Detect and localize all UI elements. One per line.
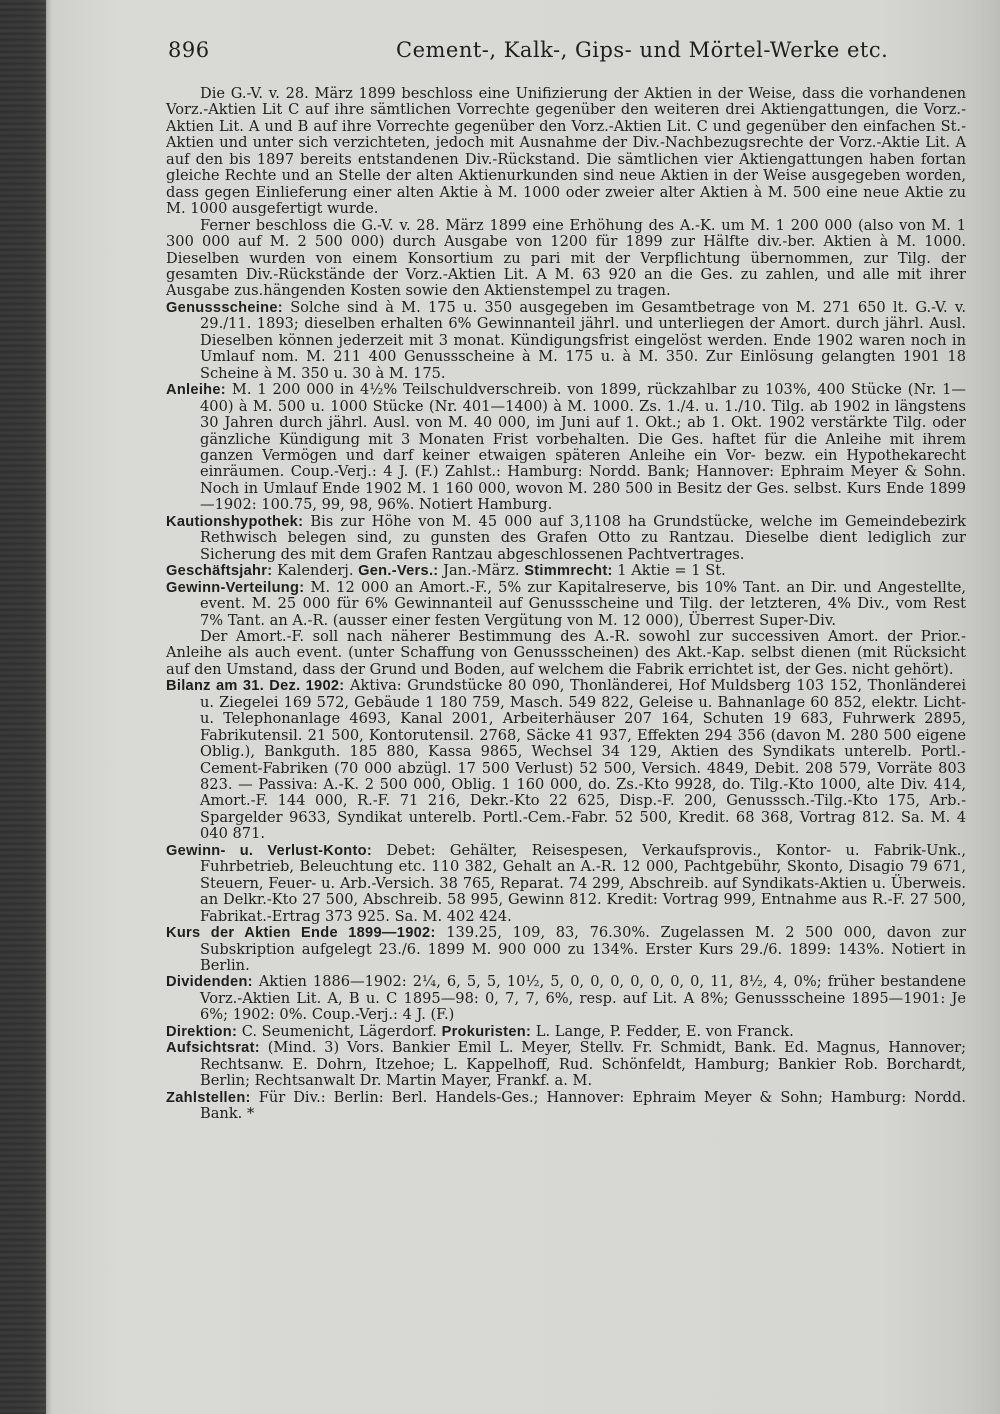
paragraph-amortisation (166, 629, 966, 678)
section-text: Bis zur Höhe von M. 45 000 auf 3,1108 ha Grundstücke, welche im Gemeindebezirk Rethwisch belegen sind, zu gunsten des Grafen Otto zu Rantzau. Dieselbe dient lediglich zur Sicherung des mit dem Grafen Rantzau abgeschlossenen Pachtvertrages. (200, 512, 966, 563)
section-heading: Zahlstellen: (166, 1089, 251, 1106)
section-text: C. Seumenicht, Lägerdorf. (237, 1022, 442, 1040)
section-bilanz (166, 678, 966, 843)
paragraph-text: Ferner beschloss die G.-V. v. 28. März 1899 eine Erhöhung des A.-K. um M. 1 200 000 (also von M. 1 300 000 auf M. 2 500 000) durch Ausgabe von 1200 für 1899 zur Hälfte div.-ber. Aktien à M. 1000. Dieselben wurden von einem Konsortium zu pari mit der Verpflichtung übernommen, zur Tilg. der gesamten Div.-Rückstände der Vorz.-Aktien Lit. A M. 63 920 an die Ges. zu zahlen, und alle mit ihrer Ausgabe zus.hängenden Kosten sowie den Aktienstempel zu tragen. (166, 216, 966, 300)
section-text: Für Div.: Berlin: Berl. Handels-Ges.; Hannover: Ephraim Meyer & Sohn; Hamburg: Nordd. Bank. * (200, 1088, 966, 1123)
section-text: Aktien 1886—1902: 2¼, 6, 5, 5, 10½, 5, 0, 0, 0, 0, 0, 0, 0, 11, 8½, 4, 0%; früher bestandene Vorz.-Aktien Lit. A, B u. C 1895—98: 0, 7, 7, 6%, resp. auf Lit. A 8%; Genussscheine 1895—1901: Je 6%; 1902: 0%. Coup.-Verj.: 4 J. (F.) (200, 973, 966, 1024)
section-heading: Gen.-Vers.: (358, 563, 439, 580)
book-binding-shadow (0, 0, 46, 1414)
paragraph-capital-increase (166, 218, 966, 300)
page-number: 896 (168, 38, 210, 62)
paragraph-unification (166, 86, 966, 218)
section-text: 139.25, 109, 83, 76.30%. Zugelassen M. 2 500 000, davon zur Subskription aufgelegt 23./6. 1899 M. 900 000 zu 134%. Erster Kurs 29./6. 1899: 143%. Notiert in Berlin. (200, 924, 966, 975)
page-header (168, 38, 889, 68)
section-heading: Prokuristen: (441, 1023, 532, 1040)
section-heading: Gewinn-Verteilung: (166, 579, 305, 596)
section-heading: Geschäftsjahr: (166, 563, 273, 580)
section-direktion (166, 1024, 966, 1040)
section-text: Jan.-März. (438, 562, 525, 580)
section-heading: Gewinn- u. Verlust-Konto: (166, 842, 373, 859)
section-text: Solche sind à M. 175 u. 350 ausgegeben im Gesamtbetrage von M. 271 650 lt. G.-V. v. 29./11. 1893; dieselben erhalten 6% Gewinnanteil jährl. und unterliegen der Amort. durch jährl. Ausl. Dieselben können jederzeit mit 3 monat. Kündigungsfrist eingelöst werden. Ende 1902 waren noch in Umlauf nom. M. 211 400 Genussscheine à M. 175 u. à M. 350. Zur Einlösung gelangten 1901 18 Scheine à M. 350 u. 30 à M. 175. (200, 298, 966, 382)
section-heading: Direktion: (166, 1023, 238, 1040)
section-geschaeftsjahr (166, 563, 966, 579)
paragraph-text: Der Amort.-F. soll nach näherer Bestimmung des A.-R. sowohl zur successiven Amort. der Prior.-Anleihe als auch event. (unter Schaffung von Genussscheinen) des Akt.-Kap. selbst dienen (mit Rücksicht auf den Umstand, dass der Grund und Boden, auf welchem die Fabrik errichtet ist, der Ges. nicht gehört). (166, 627, 966, 678)
section-heading: Anleihe: (166, 382, 226, 399)
section-heading: Genussscheine: (166, 299, 283, 316)
section-kurs (166, 925, 966, 974)
section-anleihe (166, 382, 966, 514)
section-text: Aktiva: Grundstücke 80 090, Thonländerei, Hof Muldsberg 103 152, Thonländerei u. Ziegelei 169 572, Gebäude 1 180 759, Masch. 549 822, Geleise u. Bahnanlage 60 852, elektr. Licht- u. Telephonanlage 4693, Kanal 2001, Arbeiterhäuser 207 164, Schuten 19 683, Fuhrwerk 2895, Fabrikutensil. 21 500, Kontorutensil. 2768, Säcke 41 937, Effekten 294 356 (davon M. 280 500 eigene Oblig.), Bankguth. 185 880, Kassa 9865, Wechsel 34 129, Aktien des Syndikats unterelb. Portl.-Cement-Fabriken (70 000 abzügl. 17 500 Verlust) 52 500, Versich. 4849, Debit. 208 579, Vorräte 803 823. — Passiva: A.-K. 2 500 000, Oblig. 1 160 000, do. Zs.-Kto 9928, do. Tilg.-Kto 1000, alte Div. 414, Amort.-F. 144 000, R.-F. 71 216, Dekr.-Kto 22 625, Disp.-F. 200, Genusssch.-Tilg.-Kto 175, Arb.-Spargelder 9633, Syndikat unterelb. Portl.-Cem.-Fabr. 52 500, Kredit. 68 368, Vortrag 812. Sa. M. 4 040 871. (200, 677, 966, 843)
section-heading: Kurs der Aktien Ende 1899—1902: (166, 925, 436, 942)
paragraph-text: Die G.-V. v. 28. März 1899 beschloss eine Unifizierung der Aktien in der Weise, dass die vorhandenen Vorz.-Aktien Lit C auf ihre sämtlichen Vorrechte gegenüber den weiteren drei Aktiengattungen, die Vorz.-Aktien Lit. A und B auf ihre Vorrechte gegenüber den Vorz.-Aktien Lit. C und gegenüber den einfachen St.-Aktien und unter sich verzichteten, jedoch mit Ausnahme der Div.-Nachbezugsrechte der Vorz.-Aktie Lit. A auf den bis 1897 bereits entstandenen Div.-Rückstand. Die sämtlichen vier Aktiengattungen haben fortan gleiche Rechte und an Stelle der alten Aktienurkunden sind neue Aktien in der Weise ausgegeben worden, dass gegen Einlieferung einer alten Aktie à M. 1000 oder zweier alter Aktien à M. 500 eine neue Aktie zu M. 1000 ausgefertigt wurde. (166, 85, 966, 218)
section-genussscheine (166, 300, 966, 382)
section-heading: Stimmrecht: (524, 563, 613, 580)
section-dividenden (166, 974, 966, 1023)
section-aufsichtsrat (166, 1040, 966, 1089)
section-text: (Mind. 3) Vors. Bankier Emil L. Meyer, Stellv. Fr. Schmidt, Bank. Ed. Magnus, Hannover; Rechtsanw. E. Dohrn, Itzehoe; L. Kappelhoff, Rud. Schönfeldt, Hamburg; Bankier Rob. Borchardt, Berlin; Rechtsanwalt Dr. Martin Mayer, Frankf. a. M. (200, 1039, 966, 1090)
section-heading: Dividenden: (166, 974, 253, 991)
section-text: L. Lange, P. Fedder, E. von Franck. (531, 1022, 794, 1040)
section-text: M. 12 000 an Amort.-F., 5% zur Kapitalreserve, bis 10% Tant. an Dir. und Angestellte, event. M. 25 000 für 6% Gewinnanteil auf Genussscheine und Tilg. der letzteren, 4% Div., vom Rest 7% Tant. an A.-R. (ausser einer festen Vergütung von M. 12 000), Überrest Super-Div. (200, 578, 966, 629)
section-text: Debet: Gehälter, Reisespesen, Verkaufsprovis., Kontor- u. Fabrik-Unk., Fuhrbetrieb, Beleuchtung etc. 110 382, Gehalt an A.-R. 12 000, Pachtgebühr, Skonto, Disagio 79 671, Steuern, Feuer- u. Arb.-Versich. 38 765, Reparat. 74 299, Abschreib. auf Syndikats-Aktien u. Überweis. an Delkr.-Kto 27 500, Abschreib. 58 995, Gewinn 812. Kredit: Vortrag 999, Entnahme aus R.-F. 27 500, Fabrikat.-Ertrag 373 925. Sa. M. 402 424. (200, 841, 966, 925)
section-gewinn-verlust-konto (166, 843, 966, 925)
section-heading: Bilanz am 31. Dez. 1902: (166, 678, 345, 695)
section-text: M. 1 200 000 in 4½% Teilschuldverschreib. von 1899, rückzahlbar zu 103%, 400 Stücke (Nr. 1—400) à M. 500 u. 1000 Stücke (Nr. 401—1400) à M. 1000. Zs. 1./4. u. 1./10. Tilg. ab 1902 in längstens 30 Jahren durch jährl. Ausl. von M. 40 000, im Juni auf 1. Okt.; ab 1. Okt. 1902 verstärkte Tilg. oder gänzliche Kündigung mit 3 Monaten Frist vorbehalten. Die Ges. haftet für die Anleihe mit ihrem ganzen Vermögen und darf keiner etwaigen späteren Anleihe ein Vor- bezw. ein Hypothekarecht einräumen. Coup.-Verj.: 4 J. (F.) Zahlst.: Hamburg: Nordd. Bank; Hannover: Ephraim Meyer & Sohn. Noch in Umlauf Ende 1902 M. 1 160 000, wovon M. 280 500 in Besitz der Ges. selbst. Kurs Ende 1899—1902: 100.75, 99, 98, 96%. Notiert Hamburg. (200, 381, 966, 514)
page-body (166, 86, 966, 1123)
section-heading: Kautionshypothek: (166, 513, 304, 530)
section-kautionshypothek (166, 514, 966, 563)
section-zahlstellen (166, 1090, 966, 1123)
section-heading: Aufsichtsrat: (166, 1040, 260, 1057)
section-text: Kalenderj. (272, 562, 359, 580)
running-head: Cement-, Kalk-, Gips- und Mörtel-Werke etc. (396, 38, 889, 62)
section-gewinn-verteilung (166, 580, 966, 629)
section-text: 1 Aktie = 1 St. (612, 562, 726, 580)
